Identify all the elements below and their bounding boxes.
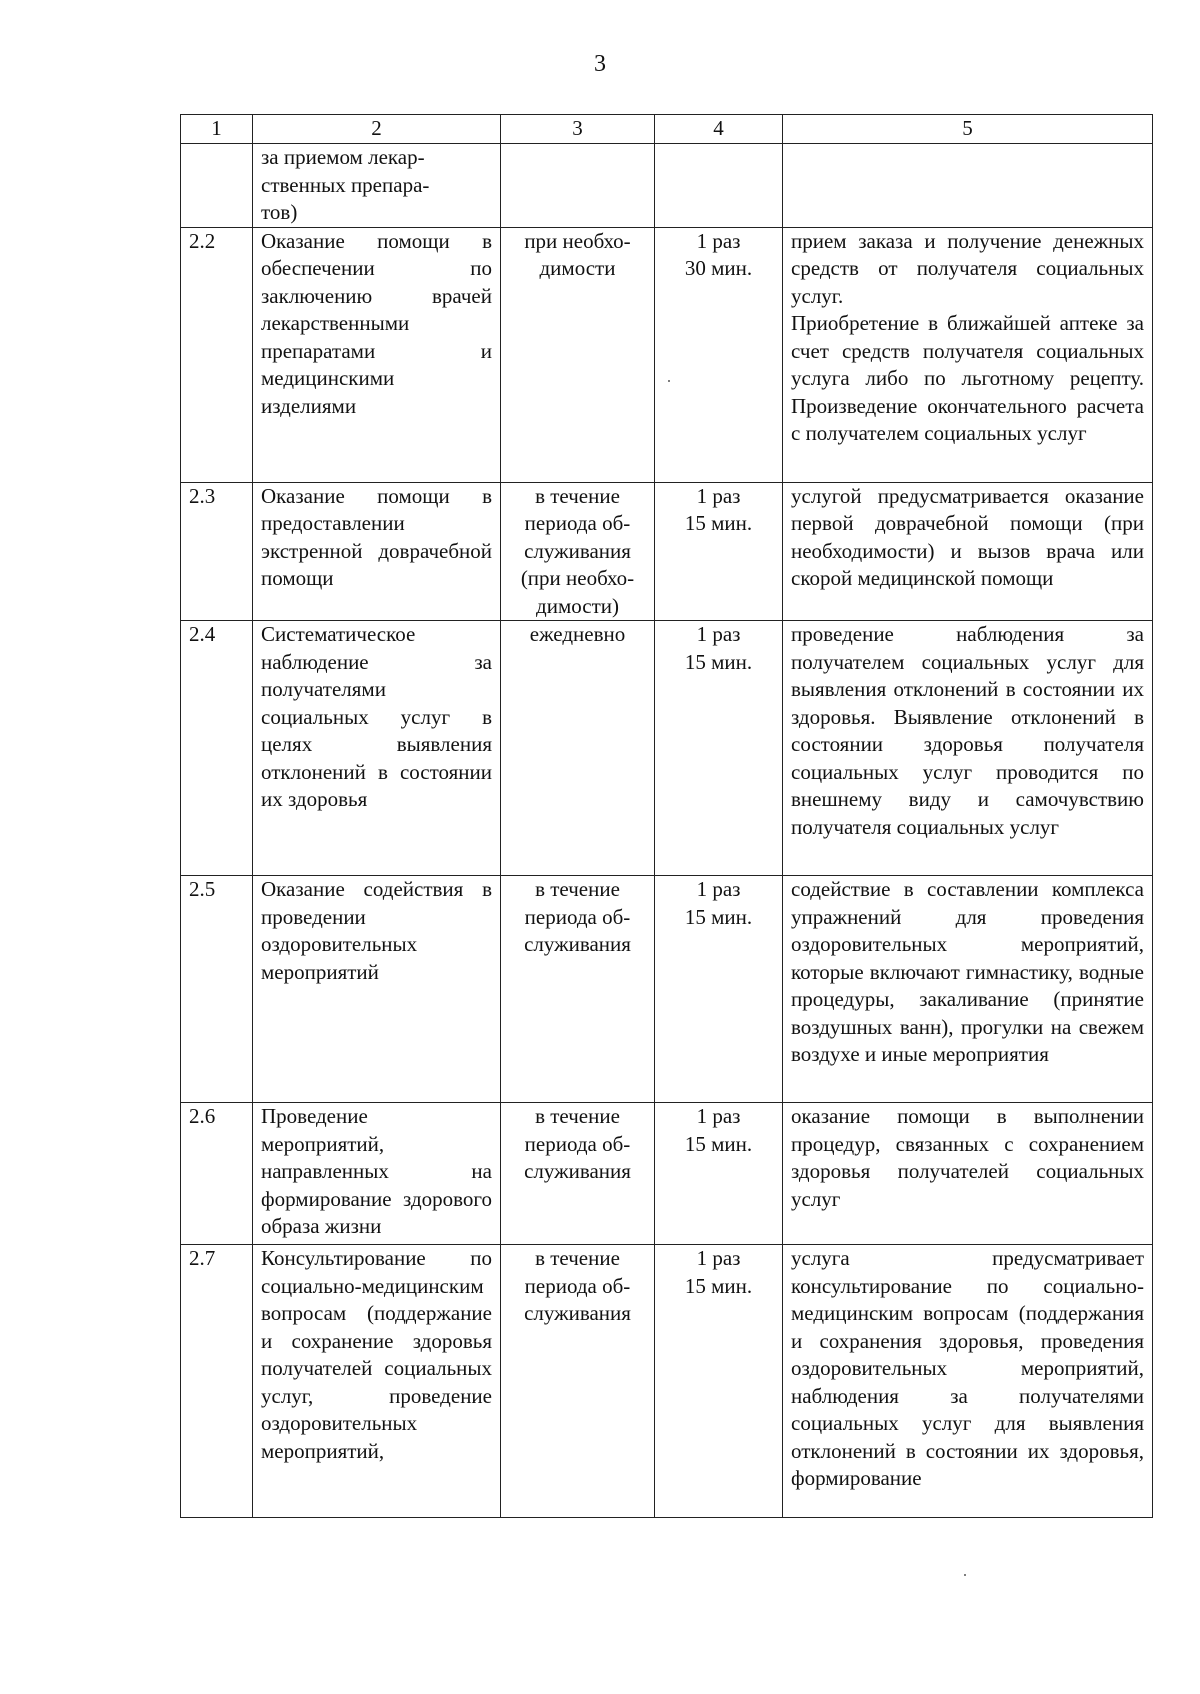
service-name: за приемом лекар- ственных препара- тов)	[253, 144, 501, 228]
page-number: 3	[594, 51, 606, 77]
service-description: услуга предусматривает консультирование по социально-медицинским вопросам (поддержания и сохранения здоровья, проведения оздоровительных мероприятий, наблюдения за получателями социальных услуг для выявления отклонений в состоянии их здоровья, формирование	[783, 1245, 1153, 1518]
header-row	[181, 115, 1153, 144]
row-number: 2.5	[181, 876, 253, 1103]
service-description: проведение наблюдения за получателем социальных услуг для выявления отклонений в состоянии их здоровья. Выявление отклонений в состоянии здоровья получателя социальных услуг проводится по внешнему виду и самочувствию получателя социальных услуг	[783, 621, 1153, 876]
table-row	[181, 227, 1153, 482]
service-name: Оказание содействия в проведении оздоровительных мероприятий	[253, 876, 501, 1103]
table-row	[181, 876, 1153, 1103]
service-period: в течение периода об- служивания (при необхо- димости)	[501, 482, 655, 621]
row-number: 2.2	[181, 227, 253, 482]
service-name: Проведение мероприятий, направленных на формирование здорового образа жизни	[253, 1103, 501, 1245]
column-header: 5	[783, 115, 1153, 144]
table-row	[181, 1103, 1153, 1245]
table-row	[181, 482, 1153, 621]
row-number: 2.7	[181, 1245, 253, 1518]
column-header: 3	[501, 115, 655, 144]
column-header: 1	[181, 115, 253, 144]
row-number: 2.4	[181, 621, 253, 876]
table-row	[181, 621, 1153, 876]
row-number	[181, 144, 253, 228]
service-name: Оказание помощи в обеспечении по заключению врачей лекарственными препаратами и медицинскими изделиями	[253, 227, 501, 482]
service-period: в течение периода об- служивания	[501, 1245, 655, 1518]
service-norm: 1 раз 15 мин.	[655, 482, 783, 621]
service-norm	[655, 144, 783, 228]
service-name: Оказание помощи в предоставлении экстренной доврачебной помощи	[253, 482, 501, 621]
scan-speck	[964, 1574, 966, 1576]
column-header: 4	[655, 115, 783, 144]
service-name: Систематическое наблюдение за получателями социальных услуг в целях выявления отклонений в состоянии их здоровья	[253, 621, 501, 876]
column-header: 2	[253, 115, 501, 144]
table-row	[181, 1245, 1153, 1518]
service-norm: 1 раз 30 мин.	[655, 227, 783, 482]
service-description: оказание помощи в выполнении процедур, связанных с сохранением здоровья получателей социальных услуг	[783, 1103, 1153, 1245]
service-period: ежедневно	[501, 621, 655, 876]
service-description: прием заказа и получение денежных средств от получателя социальных услуг. Приобретение в ближайшей аптеке за счет средств получателя социальных услуга либо по льготному рецепту. Произведение окончательного расчета с получателем социальных услуг	[783, 227, 1153, 482]
scan-speck	[668, 380, 670, 382]
service-description	[783, 144, 1153, 228]
row-number: 2.6	[181, 1103, 253, 1245]
service-period	[501, 144, 655, 228]
service-period: при необхо- димости	[501, 227, 655, 482]
service-description: услугой предусматривается оказание первой доврачебной помощи (при необходимости) и вызов врача или скорой медицинской помощи	[783, 482, 1153, 621]
service-description: содействие в составлении комплекса упражнений для проведения оздоровительных мероприятий, которые включают гимнастику, водные процедуры, закаливание (принятие воздушных ванн), прогулки на свежем воздухе и иные мероприятия	[783, 876, 1153, 1103]
table-row	[181, 144, 1153, 228]
service-name: Консультирование по социально-медицинским вопросам (поддержание и сохранение здоровья получателей социальных услуг, проведение оздоровительных мероприятий,	[253, 1245, 501, 1518]
service-period: в течение периода об- служивания	[501, 1103, 655, 1245]
service-norm: 1 раз 15 мин.	[655, 1103, 783, 1245]
service-norm: 1 раз 15 мин.	[655, 621, 783, 876]
service-norm: 1 раз 15 мин.	[655, 876, 783, 1103]
service-period: в течение периода об- служивания	[501, 876, 655, 1103]
services-table	[180, 114, 1153, 1518]
service-norm: 1 раз 15 мин.	[655, 1245, 783, 1518]
row-number: 2.3	[181, 482, 253, 621]
